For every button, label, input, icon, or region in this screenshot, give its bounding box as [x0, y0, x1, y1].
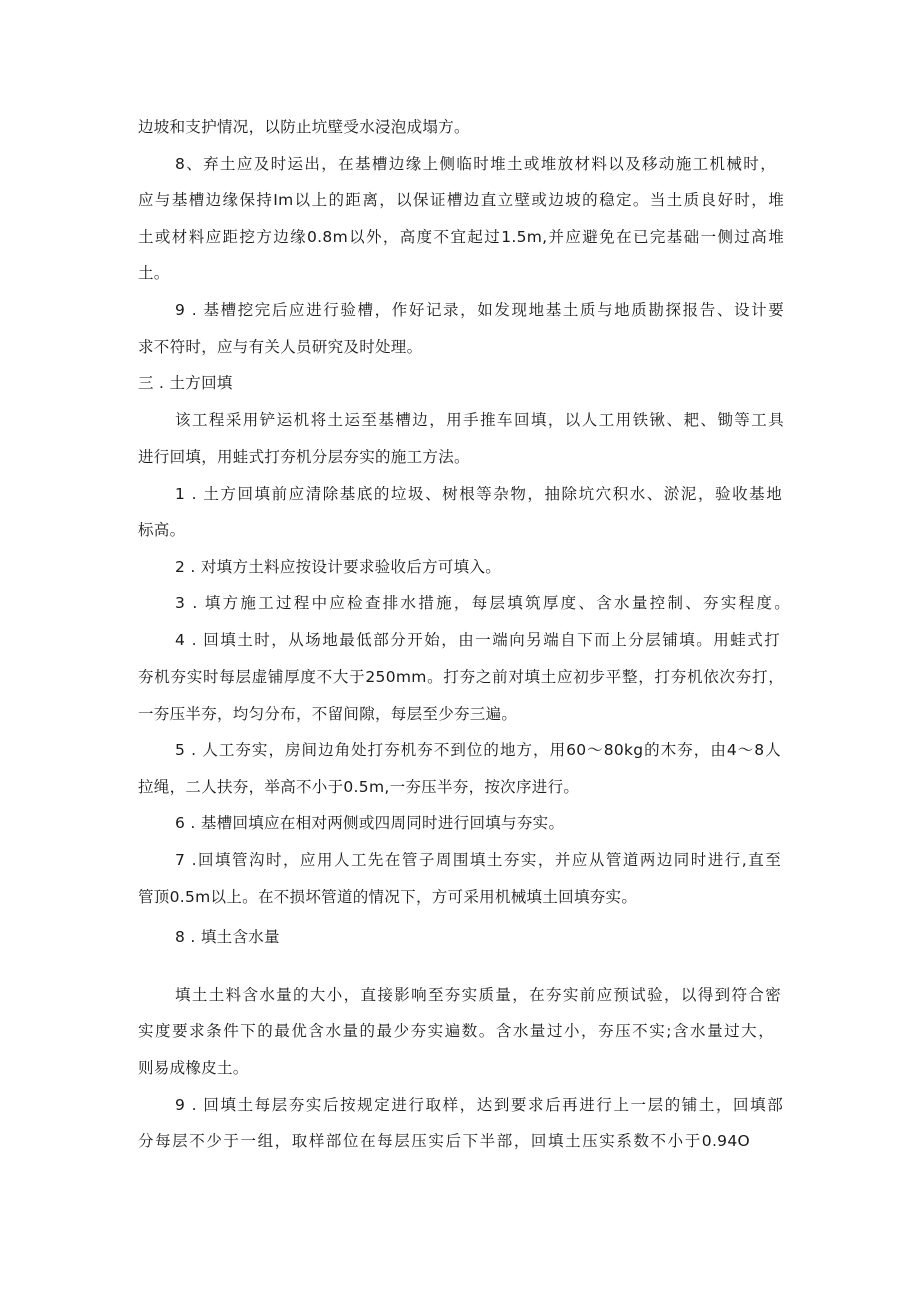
text-line: 土。: [138, 264, 170, 282]
text-line: 9 . 基槽挖完后应进行验槽，作好记录，如发现地基土质与地质勘探报告、设计要: [175, 301, 784, 319]
text-line: 5 . 人工夯实，房间边角处打夯机夯不到位的地方，用60～80kg的木夯，由4～8人: [175, 741, 781, 759]
text-line: 管顶0.5m以上。在不损坏管道的情况下，方可采用机械填土回填夯实。: [138, 888, 638, 906]
text-line: 8、弃土应及时运出，在基槽边缘上侧临时堆土或堆放材料以及移动施工机械时，: [175, 155, 776, 173]
text-line: 4 . 回填土时，从场地最低部分开始，由一端向另端自下而上分层铺填。用蛙式打: [175, 631, 780, 649]
text-line: 拉绳，二人扶夯，举高不小于0.5m,一夯压半夯，按次序进行。: [138, 778, 580, 796]
section-heading: 三 . 土方回填: [138, 374, 233, 392]
subsection-heading: 8 . 填土含水量: [175, 928, 280, 946]
text-line: 进行回填，用蛙式打夯机分层夯实的施工方法。: [138, 448, 470, 466]
text-line: 夯机夯实时每层虚铺厚度不大于250mm。打夯之前对填土应初步平整，打夯机依次夯打，: [138, 668, 784, 686]
text-line: 求不符时，应与有关人员研究及时处理。: [138, 338, 423, 356]
text-line: 7 .回填管沟时，应用人工先在管子周围填土夯实，并应从管道两边同时进行,直至: [175, 851, 781, 869]
text-line: 该工程采用铲运机将土运至基槽边，用手推车回填，以人工用铁锹、耙、锄等工具: [175, 411, 784, 429]
text-line: 标高。: [138, 521, 186, 539]
text-line: 2 . 对填方土料应按设计要求验收后方可填入。: [175, 558, 502, 576]
text-line: 分每层不少于一组，取样部位在每层压实后下半部，回填土压实系数不小于0.94O: [138, 1132, 750, 1150]
text-line: 应与基槽边缘保持Im以上的距离，以保证槽边直立壁或边坡的稳定。当土质良好时，堆: [138, 191, 784, 209]
text-line: 9 . 回填土每层夯实后按规定进行取样，达到要求后再进行上一层的铺土，回填部: [175, 1096, 783, 1114]
text-line: 土或材料应距挖方边缘0.8m以外，高度不宜起过1.5m,并应避免在已完基础一侧过高堆: [138, 228, 784, 246]
text-line: 1 . 土方回填前应清除基底的垃圾、树根等杂物，抽除坑穴积水、淤泥，验收基地: [175, 485, 782, 503]
text-line: 6 . 基槽回填应在相对两侧或四周同时进行回填与夯实。: [175, 814, 565, 832]
text-line: 3 . 填方施工过程中应检查排水措施，每层填筑厚度、含水量控制、夯实程度。: [175, 594, 790, 612]
text-line: 一夯压半夯，均匀分布，不留间隙，每层至少夯三遍。: [138, 705, 518, 723]
text-line: 则易成橡皮土。: [138, 1059, 249, 1077]
text-line: 填土土料含水量的大小，直接影响至夯实质量，在夯实前应预试验，以得到符合密: [175, 986, 781, 1004]
text-line: 实度要求条件下的最优含水量的最少夯实遍数。含水量过小，夯压不实;含水量过大，: [138, 1022, 774, 1040]
text-line: 边坡和支护情况，以防止坑壁受水浸泡成塌方。: [138, 118, 470, 136]
